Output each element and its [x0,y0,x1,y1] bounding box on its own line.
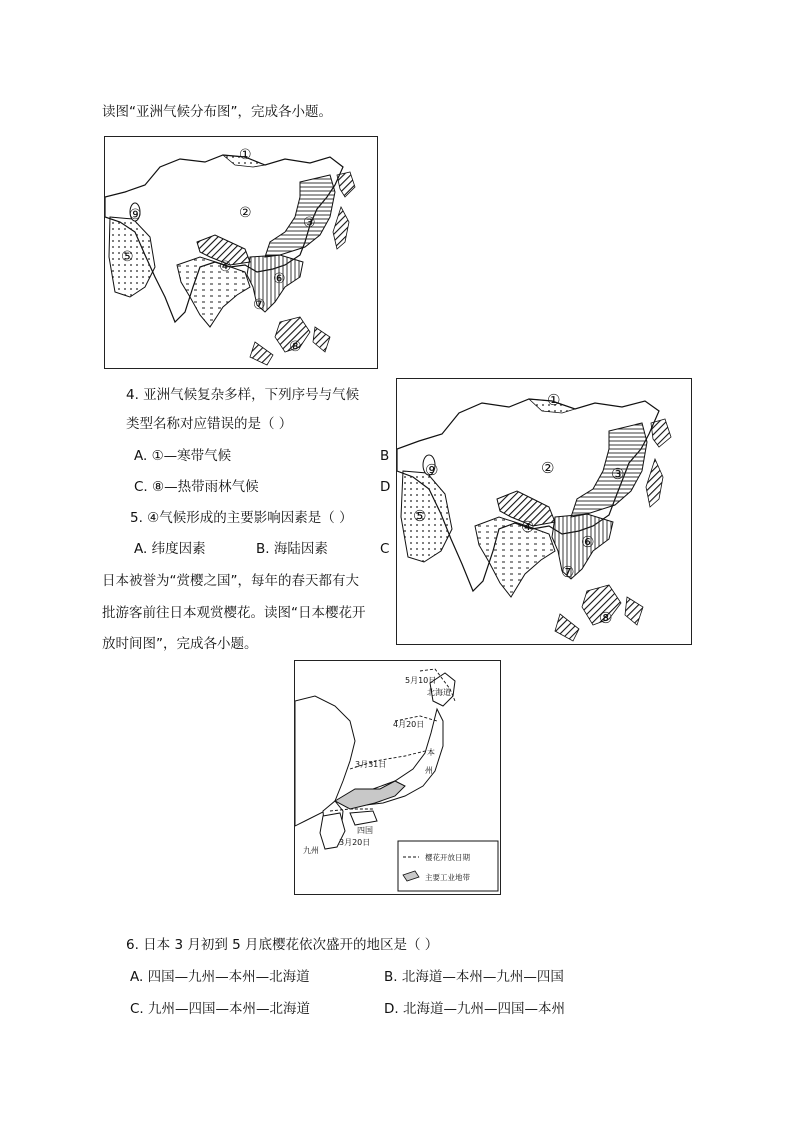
q5-option-a: A. 纬度因素 [134,541,206,557]
japan-intro-line1: 日本被誉为“赏樱之国”，每年的春天都有大 [102,573,359,589]
q4-option-d-cut: D [380,479,391,495]
marker-8: ⑧ [289,339,302,355]
marker-4-large: ④ [521,518,535,536]
legend-zone-label: 主要工业地带 [425,873,470,882]
japan-intro-line2: 批游客前往日本观赏樱花。读图“日本樱花开 [102,605,366,621]
marker-6-large: ⑥ [581,533,595,551]
marker-9-large: ⑨ [425,461,439,479]
marker-5: ⑤ [121,249,134,265]
region-label-hokkaido: 北海道 [427,688,451,697]
q6-option-d: D. 北海道—九州—四国—本州 [384,1001,565,1017]
marker-5-large: ⑤ [413,507,427,525]
marker-3-large: ③ [611,465,625,483]
q4-option-a: A. ①—寒带气候 [134,448,232,464]
date-label-apr20: 4月20日 [393,720,425,729]
marker-9: ⑨ [129,207,142,223]
marker-1: ① [239,147,252,163]
q4-option-c: C. ⑧—热带雨林气候 [134,479,259,495]
region-label-shu: 州 [425,766,433,775]
q6-option-a: A. 四国—九州—本州—北海道 [130,969,310,985]
marker-2-large: ② [541,459,555,477]
asia-intro-text: 读图“亚洲气候分布图”，完成各小题。 [102,104,332,120]
date-label-mar31: 3月31日 [355,760,387,769]
q5-stem: 5. ④气候形成的主要影响因素是（ ） [130,510,353,526]
marker-8-large: ⑧ [599,609,613,627]
asia-climate-map-small [104,136,378,369]
date-label-may10: 5月10日 [405,676,437,685]
region-label-shikoku: 四国 [357,826,373,835]
japan-map-legend [398,841,498,891]
marker-1-large: ① [547,391,561,409]
japan-intro-line3: 放时间图”，完成各小题。 [102,636,258,652]
marker-7-large: ⑦ [561,563,575,581]
marker-6: ⑥ [273,271,286,287]
japan-cherry-blossom-map [294,660,501,895]
date-label-mar20: 3月20日 [339,838,371,847]
region-label-kyushu: 九州 [303,846,319,855]
q4-stem-line2: 类型名称对应错误的是（ ） [126,416,293,432]
marker-7: ⑦ [253,297,266,313]
region-label-hon: 本 [427,748,435,757]
q6-option-b: B. 北海道—本州—九州—四国 [384,969,564,985]
q6-stem: 6. 日本 3 月初到 5 月底樱花依次盛开的地区是（ ） [126,937,439,953]
q4-option-b-cut: B [380,448,390,464]
marker-3: ③ [303,215,316,231]
q5-option-c-cut: C [380,541,390,557]
marker-4: ④ [219,259,232,275]
marker-2: ② [239,205,252,221]
asia-climate-map-large [396,378,692,645]
q4-stem-line1: 4. 亚洲气候复杂多样，下列序号与气候 [126,387,360,403]
legend-line-label: 樱花开放日期 [425,853,470,862]
q5-option-b: B. 海陆因素 [256,541,328,557]
q6-option-c: C. 九州—四国—本州—北海道 [130,1001,311,1017]
